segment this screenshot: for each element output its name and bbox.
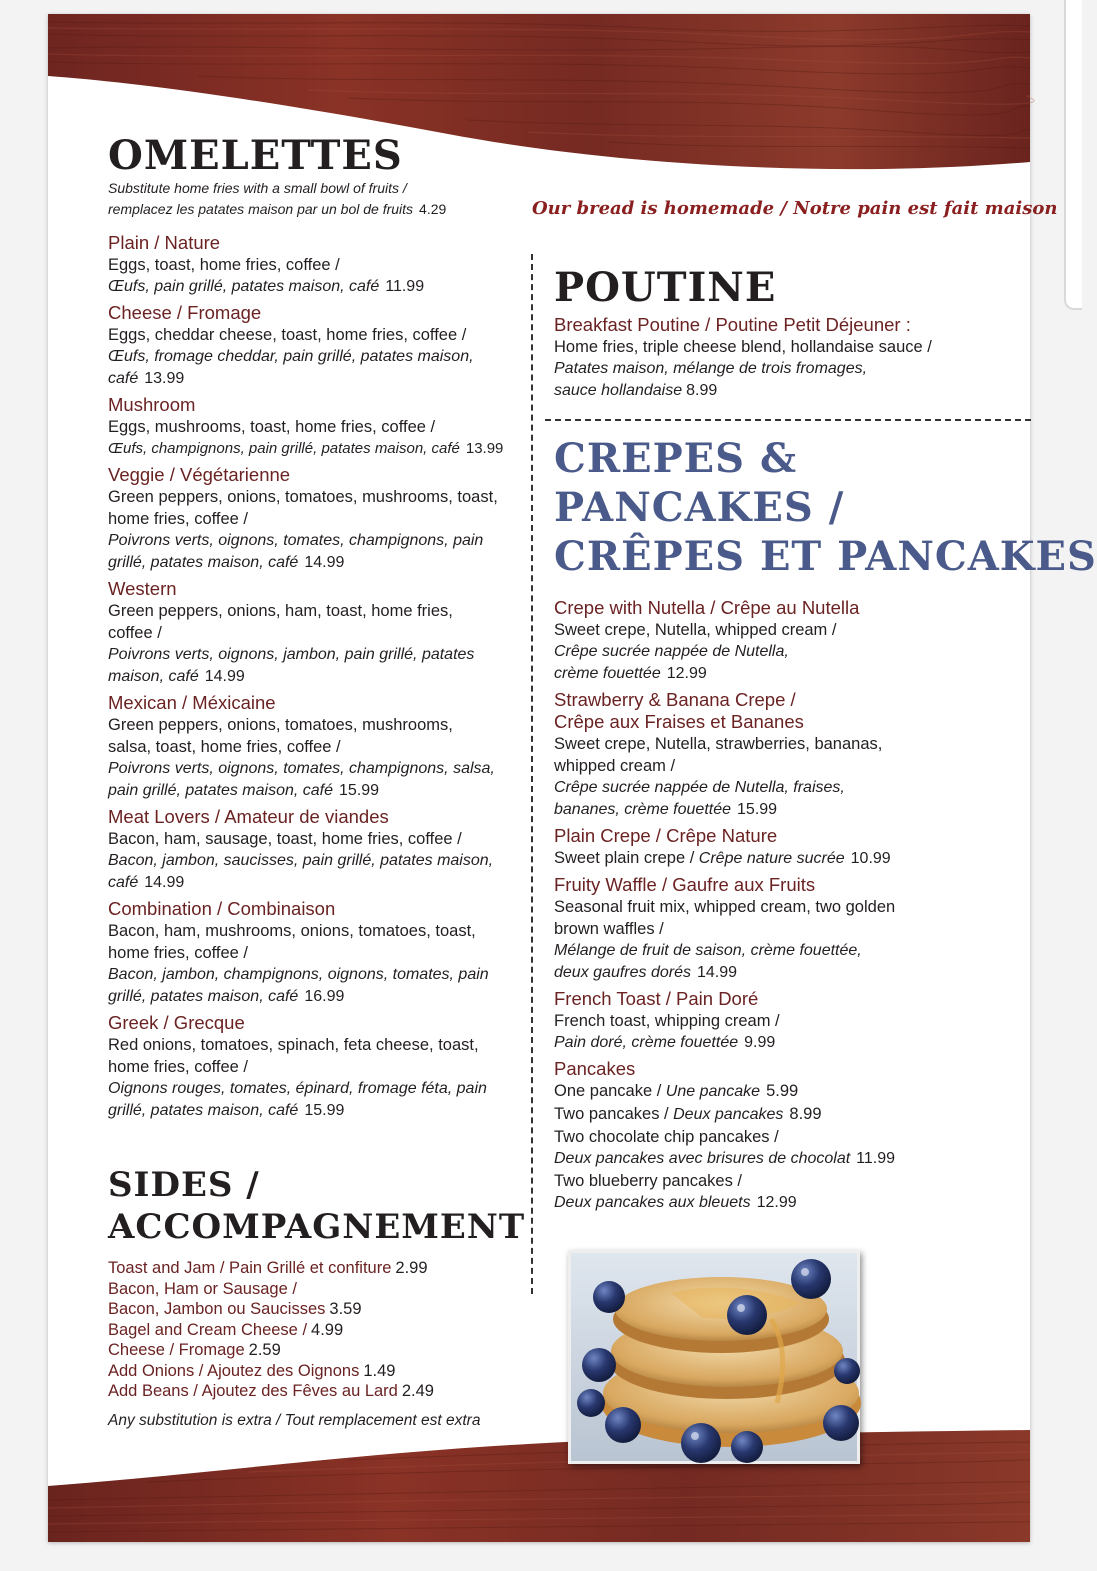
side-item-price: 2.49 [401, 1382, 434, 1400]
item-price: 13.99 [465, 440, 504, 457]
item-price: 10.99 [850, 850, 891, 867]
item-name: Veggie / Végétarienne [108, 464, 291, 485]
omelettes-list [108, 232, 504, 1126]
item-name: Plain Crepe / Crêpe Nature [554, 825, 778, 846]
item-name: Crepe with Nutella / Crêpe au Nutella [554, 597, 860, 618]
item-name: Greek / Grecque [108, 1012, 245, 1033]
pancakes-item [554, 1058, 924, 1214]
side-item [108, 1279, 508, 1300]
item-price: 15.99 [304, 1102, 345, 1119]
crepes-heading-line-2: PANCAKES / [554, 484, 845, 531]
pancake-option-price: 8.99 [789, 1105, 822, 1123]
side-item-price: 2.99 [395, 1259, 428, 1277]
item-description-fr: Bacon, jambon, champignons, oignons, tomates, pain grillé, patates maison, café [108, 966, 489, 1005]
side-item [108, 1299, 508, 1320]
sides-heading [108, 1164, 525, 1248]
item-description-fr: Poivrons verts, oignons, tomates, champignons, pain grillé, patates maison, café [108, 532, 484, 571]
wood-banner-bottom [48, 1424, 1030, 1542]
item-description-fr: Poivrons verts, oignons, tomates, champignons, salsa, pain grillé, patates maison, café [108, 760, 495, 799]
item-description-fr: Pain doré, crème fouettée [554, 1034, 739, 1051]
poutine-list [554, 314, 1004, 406]
pancake-option-price: 12.99 [756, 1194, 797, 1211]
side-item [108, 1361, 508, 1382]
poutine-heading: POUTINE [554, 264, 777, 311]
menu-item [554, 597, 924, 685]
item-price: 11.99 [385, 278, 425, 295]
item-name: Strawberry & Banana Crepe / Crêpe aux Fraises et Bananes [554, 689, 804, 732]
item-price: 12.99 [666, 665, 707, 682]
crepes-heading-line-1: CREPES & [554, 435, 798, 482]
pancake-option-fr: Une pancake [665, 1083, 761, 1100]
side-item [108, 1340, 508, 1361]
pancake-option-price: 11.99 [856, 1150, 896, 1167]
menu-item [108, 232, 500, 298]
side-item [108, 1381, 508, 1402]
item-description-en: Sweet crepe, Nutella, strawberries, bananas, whipped cream / [554, 735, 883, 775]
side-item [108, 1320, 508, 1341]
item-name: Plain / Nature [108, 232, 221, 253]
item-name: Pancakes [554, 1058, 636, 1079]
item-price: 15.99 [737, 801, 778, 818]
pancake-option [554, 1103, 924, 1126]
pancake-option-fr: Deux pancakes aux bleuets [554, 1194, 751, 1211]
item-description-fr: Mélange de fruit de saison, crème fouettée, deux gaufres dorés [554, 942, 862, 981]
item-description-fr: Poivrons verts, oignons, jambon, pain grillé, patates maison, café [108, 646, 475, 685]
side-item [108, 1258, 508, 1279]
menu-item [554, 689, 924, 821]
pancake-option-en: Two pancakes / [554, 1105, 669, 1123]
note-line-1: Substitute home fries with a small bowl of fruits / [108, 180, 407, 196]
item-description-en: Home fries, triple cheese blend, hollandaise sauce / [554, 338, 932, 356]
item-description-fr: Patates maison, mélange de trois fromages, sauce hollandaise [554, 360, 868, 399]
item-description-en: Sweet crepe, Nutella, whipped cream / [554, 621, 837, 639]
item-name: French Toast / Pain Doré [554, 988, 759, 1009]
item-name: Mexican / Méxicaine [108, 692, 276, 713]
item-description-en: Sweet plain crepe / [554, 849, 695, 867]
item-price: 15.99 [339, 782, 380, 799]
item-description-fr: Bacon, jambon, saucisses, pain grillé, patates maison, café [108, 852, 494, 891]
side-item-text: Add Beans / Ajoutez des Fêves au Lard [108, 1382, 398, 1400]
pancake-option-fr: Deux pancakes [673, 1106, 784, 1123]
note-line-2: remplacez les patates maison par un bol de fruits [108, 201, 414, 217]
item-description-en: Green peppers, onions, ham, toast, home fries, coffee / [108, 602, 453, 642]
side-item-text: Bagel and Cream Cheese / [108, 1320, 308, 1339]
item-description-en: Green peppers, onions, tomatoes, mushrooms, toast, home fries, coffee / [108, 488, 498, 528]
side-item-text: Toast and Jam / Pain Grillé et confiture [108, 1259, 392, 1277]
item-description-en: Eggs, toast, home fries, coffee / [108, 256, 340, 274]
pancake-option-en: Two chocolate chip pancakes / [554, 1128, 779, 1146]
sides-heading-line-2: ACCOMPAGNEMENT [108, 1207, 526, 1247]
item-name: Cheese / Fromage [108, 302, 262, 323]
menu-item [554, 314, 1004, 402]
item-price: 16.99 [304, 988, 345, 1005]
menu-item [108, 806, 500, 894]
item-description-fr: Crêpe sucrée nappée de Nutella, crème fouettée [554, 643, 789, 682]
crepes-list [554, 597, 924, 1218]
item-name: Fruity Waffle / Gaufre aux Fruits [554, 874, 816, 895]
menu-item [108, 898, 500, 1008]
side-item-text: Bacon, Jambon ou Saucisses [108, 1300, 326, 1318]
side-item-price: 1.49 [363, 1361, 396, 1380]
item-name: Western [108, 578, 177, 599]
menu-item [554, 988, 924, 1054]
item-price: 13.99 [144, 370, 185, 387]
pancake-option-price: 5.99 [766, 1082, 799, 1100]
item-description-fr: Crêpe sucrée nappée de Nutella, fraises, bananes, crème fouettée [554, 779, 845, 818]
item-description-en: Green peppers, onions, tomatoes, mushrooms, salsa, toast, home fries, coffee / [108, 716, 453, 756]
item-description-fr: Œufs, champignons, pain grillé, patates maison, café [108, 440, 460, 457]
pancake-option-en: One pancake / [554, 1082, 662, 1100]
item-price: 14.99 [144, 874, 185, 891]
scrollbar-thumb[interactable] [1064, 0, 1082, 310]
sides-list [108, 1258, 508, 1402]
crepes-heading [554, 434, 1097, 581]
crepes-heading-line-3: CRÊPES ET PANCAKES [554, 533, 1097, 580]
item-name: Meat Lovers / Amateur de viandes [108, 806, 389, 827]
pancake-stack-illustration [571, 1253, 857, 1461]
pancake-option-fr: Deux pancakes avec brisures de chocolat [554, 1150, 851, 1167]
substitution-footnote: Any substitution is extra / Tout remplacement est extra [108, 1412, 481, 1429]
item-description-en: Bacon, ham, sausage, toast, home fries, coffee / [108, 830, 462, 848]
menu-item [108, 464, 500, 574]
menu-item [108, 692, 500, 802]
pancakes-photo [568, 1250, 860, 1464]
column-divider [531, 254, 533, 1294]
fruit-substitution-note [108, 178, 508, 220]
item-price: 9.99 [744, 1034, 776, 1051]
omelettes-heading: OMELETTES [108, 132, 403, 179]
side-item-text: Add Onions / Ajoutez des Oignons [108, 1361, 360, 1380]
menu-item [554, 825, 924, 870]
menu-item [108, 302, 500, 390]
item-description-fr: Crêpe nature sucrée [698, 850, 845, 867]
item-price: 14.99 [304, 554, 345, 571]
menu-item [554, 874, 924, 984]
item-name: Mushroom [108, 394, 196, 415]
side-item-price: 3.59 [329, 1300, 362, 1318]
pancake-option-en: Two blueberry pancakes / [554, 1172, 743, 1190]
item-description-en: Eggs, cheddar cheese, toast, home fries, coffee / [108, 326, 467, 344]
item-description-en: Red onions, tomatoes, spinach, feta cheese, toast, home fries, coffee / [108, 1036, 479, 1076]
item-price: 14.99 [204, 668, 245, 685]
menu-page [48, 14, 1097, 1542]
item-description-fr: Œufs, fromage cheddar, pain grillé, patates maison, café [108, 348, 474, 387]
side-item-text: Cheese / Fromage [108, 1341, 245, 1359]
side-item-price: 4.99 [311, 1320, 344, 1339]
item-price: 14.99 [696, 964, 738, 981]
side-item-text: Bacon, Ham or Sausage / [108, 1279, 297, 1298]
item-description-en: Seasonal fruit mix, whipped cream, two golden brown waffles / [554, 898, 896, 938]
side-item-price: 2.59 [248, 1341, 281, 1359]
item-name: Combination / Combinaison [108, 898, 336, 919]
menu-item [108, 394, 504, 460]
section-divider [545, 419, 1031, 421]
item-description-en: French toast, whipping cream / [554, 1012, 780, 1030]
pancake-option [554, 1080, 924, 1103]
item-price: 8.99 [686, 382, 718, 399]
menu-item [108, 1012, 500, 1122]
menu-item [108, 578, 500, 688]
item-description-fr: Oignons rouges, tomates, épinard, fromage féta, pain grillé, patates maison, café [108, 1080, 487, 1119]
sides-heading-line-1: SIDES / [108, 1165, 260, 1205]
item-description-fr: Œufs, pain grillé, patates maison, café [108, 278, 380, 295]
note-price: 4.29 [419, 201, 447, 217]
item-description-en: Eggs, mushrooms, toast, home fries, coffee / [108, 418, 436, 436]
item-description-en: Bacon, ham, mushrooms, onions, tomatoes, toast, home fries, coffee / [108, 922, 476, 962]
bread-tagline: Our bread is homemade / Notre pain est fait maison [532, 198, 1058, 219]
item-name: Breakfast Poutine / Poutine Petit Déjeuner : [554, 314, 911, 335]
